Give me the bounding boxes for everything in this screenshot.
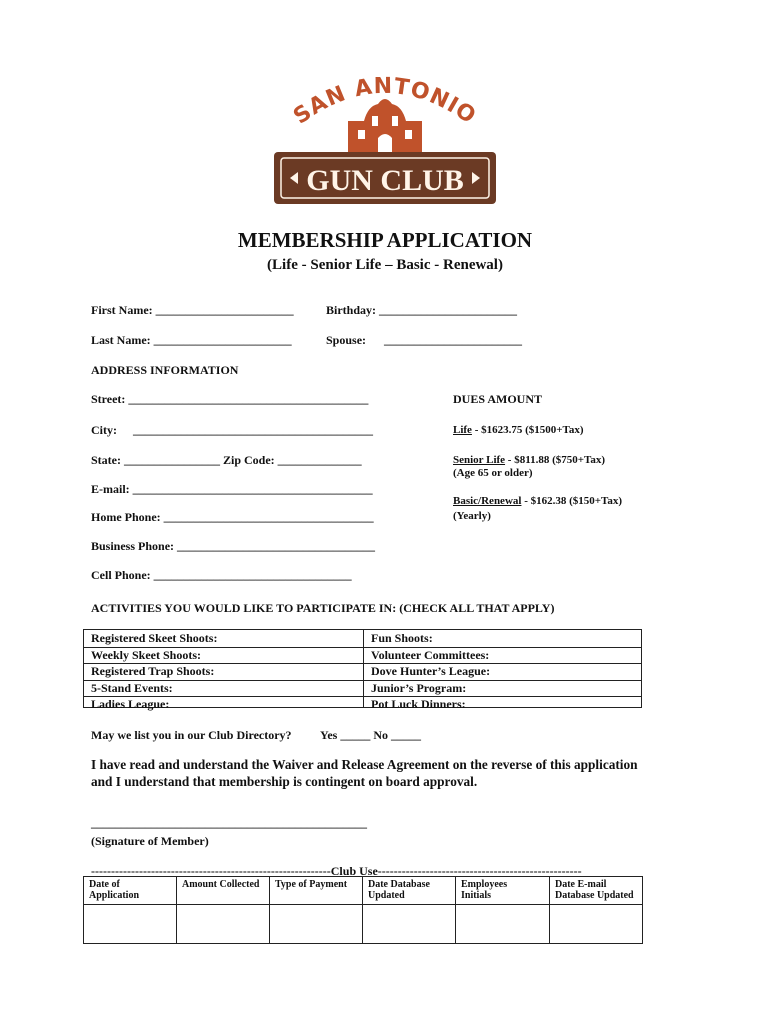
- san-antonio-gun-club-logo: [268, 66, 502, 211]
- dues-basic-note: (Yearly): [453, 510, 491, 522]
- signature-line[interactable]: ______________________________________________: [91, 816, 367, 830]
- spouse-field[interactable]: _______________________: [384, 333, 522, 347]
- dues-heading: DUES AMOUNT: [453, 392, 543, 406]
- street-field[interactable]: Street: ________________________________________: [91, 392, 369, 406]
- activity-item[interactable]: 5-Stand Events:: [84, 681, 363, 698]
- club-use-header: Employees Initials: [456, 877, 550, 905]
- activities-left-column: [84, 630, 363, 711]
- activity-item[interactable]: Pot Luck Dinners:: [371, 697, 466, 711]
- club-use-entry-row: [84, 905, 643, 944]
- club-use-cell[interactable]: [363, 905, 456, 944]
- activities-table: [83, 629, 642, 711]
- logo-banner-text: GUN CLUB: [306, 164, 464, 197]
- club-use-header: Amount Collected: [177, 877, 270, 905]
- dues-senior-note: (Age 65 or older): [453, 467, 533, 479]
- club-use-header: Date E-mail Database Updated: [550, 877, 643, 905]
- directory-question: May we list you in our Club Directory?: [91, 728, 292, 742]
- activity-item[interactable]: Weekly Skeet Shoots:: [84, 648, 363, 665]
- club-use-cell[interactable]: [84, 905, 177, 944]
- club-use-cell[interactable]: [550, 905, 643, 944]
- form-title: MEMBERSHIP APPLICATION: [237, 228, 533, 252]
- club-use-cell[interactable]: [456, 905, 550, 944]
- cell-phone-field[interactable]: Cell Phone: _________________________________: [91, 568, 352, 582]
- activity-item[interactable]: Registered Skeet Shoots:: [84, 631, 363, 648]
- activity-item[interactable]: Ladies League:: [91, 697, 170, 711]
- dues-basic-name: Basic/Renewal: [453, 495, 522, 507]
- agreement-line-2: and I understand that membership is contingent on board approval.: [91, 774, 478, 789]
- club-use-header: Date of Application: [84, 877, 177, 905]
- business-phone-field[interactable]: Business Phone: _________________________________: [91, 539, 376, 553]
- city-label: City:: [91, 423, 117, 437]
- club-use-header: Type of Payment: [270, 877, 363, 905]
- city-field[interactable]: ________________________________________: [133, 423, 373, 437]
- directory-answer-field[interactable]: Yes _____ No _____: [320, 728, 421, 742]
- birthday-field[interactable]: Birthday: _______________________: [326, 303, 518, 317]
- club-use-header-row: [84, 877, 643, 905]
- club-use-cell[interactable]: [270, 905, 363, 944]
- dues-senior-name: Senior Life: [453, 454, 506, 466]
- dues-life-name: Life: [453, 424, 472, 436]
- home-phone-field[interactable]: Home Phone: ___________________________________: [91, 510, 374, 524]
- club-use-table: [83, 876, 643, 944]
- signature-label: (Signature of Member): [91, 834, 209, 848]
- dues-senior-amount: - $811.88 ($750+Tax): [505, 454, 606, 466]
- state-zip-field[interactable]: State: ________________ Zip Code: ______________: [91, 453, 362, 467]
- activity-item[interactable]: Junior’s Program:: [364, 681, 641, 698]
- activities-heading: ACTIVITIES YOU WOULD LIKE TO PARTICIPATE IN: (CHECK ALL THAT APPLY): [91, 601, 555, 615]
- activity-item[interactable]: Dove Hunter’s League:: [364, 664, 641, 681]
- dues-senior: [453, 454, 605, 466]
- logo-arc-text: SAN ANTONIO: [289, 73, 481, 130]
- activities-right-column: [363, 630, 641, 711]
- email-field[interactable]: E-mail: ________________________________________: [91, 482, 373, 496]
- club-use-header: Date Database Updated: [363, 877, 456, 905]
- first-name-field[interactable]: First Name: _______________________: [91, 303, 294, 317]
- dues-life-amount: - $1623.75 ($1500+Tax): [471, 424, 584, 436]
- activity-item[interactable]: Registered Trap Shoots:: [84, 664, 363, 681]
- dues-basic-amount: - $162.38 ($150+Tax): [521, 495, 623, 507]
- address-heading: ADDRESS INFORMATION: [91, 363, 239, 377]
- dues-life: [453, 424, 584, 436]
- club-use-cell[interactable]: [177, 905, 270, 944]
- activity-item[interactable]: Volunteer Committees:: [364, 648, 641, 665]
- form-subtitle: (Life - Senior Life – Basic - Renewal): [267, 257, 503, 273]
- last-name-field[interactable]: Last Name: _______________________: [91, 333, 292, 347]
- club-use-divider: ------------------------------------------------------------Club Use---------------------------------------------------: [91, 864, 582, 878]
- activity-item[interactable]: Fun Shoots:: [364, 631, 641, 648]
- dues-basic: [453, 495, 622, 507]
- spouse-label: Spouse:: [326, 333, 367, 347]
- agreement-line-1: I have read and understand the Waiver and Release Agreement on the reverse of this application: [91, 757, 638, 772]
